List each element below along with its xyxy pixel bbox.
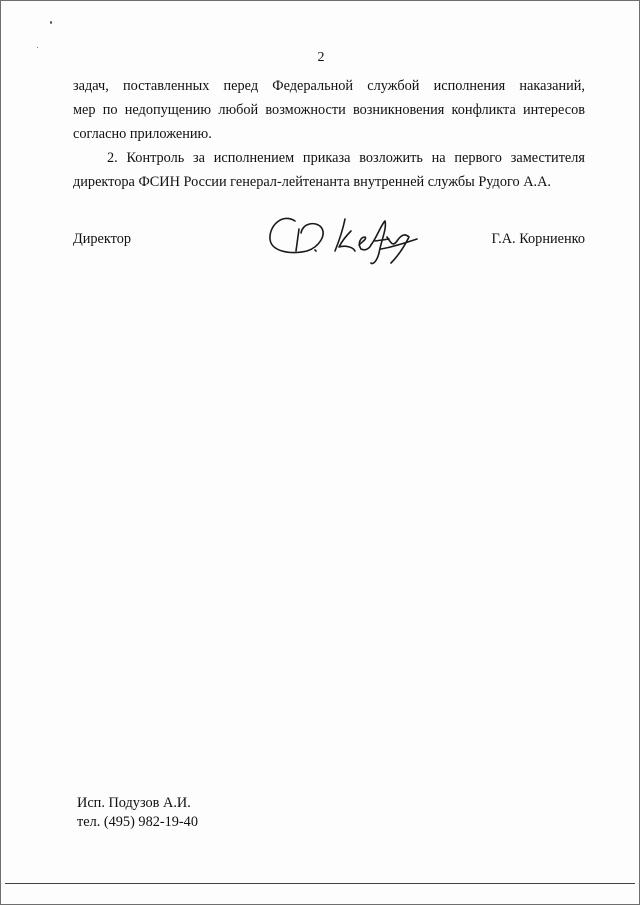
position-title: Директор	[73, 231, 132, 247]
paragraph-1-line-3: согласно приложению.	[73, 126, 212, 142]
executor-phone: тел. (495) 982-19-40	[77, 814, 198, 830]
paragraph-1	[73, 74, 585, 146]
scan-speck	[50, 21, 52, 24]
paragraph-2-line-1: 2. Контроль за исполнением приказа возложить на первого заместителя	[107, 150, 585, 166]
executor-name: Исп. Подузов А.И.	[77, 795, 191, 811]
page-number: 2	[317, 50, 325, 65]
signer-name: Г.А. Корниенко	[491, 231, 585, 247]
executor-info	[77, 794, 198, 832]
paragraph-1-line-1: задач, поставленных перед Федеральной службой исполнения наказаний,	[73, 78, 585, 94]
paragraph-1-line-2: мер по недопущению любой возможности возникновения конфликта интересов	[73, 102, 585, 118]
handwritten-signature	[263, 207, 423, 269]
paragraph-2	[73, 146, 585, 194]
paragraph-2-line-2: директора ФСИН России генерал-лейтенанта внутренней службы Рудого А.А.	[73, 174, 551, 190]
bottom-divider	[5, 883, 635, 884]
scan-speck	[37, 47, 38, 48]
